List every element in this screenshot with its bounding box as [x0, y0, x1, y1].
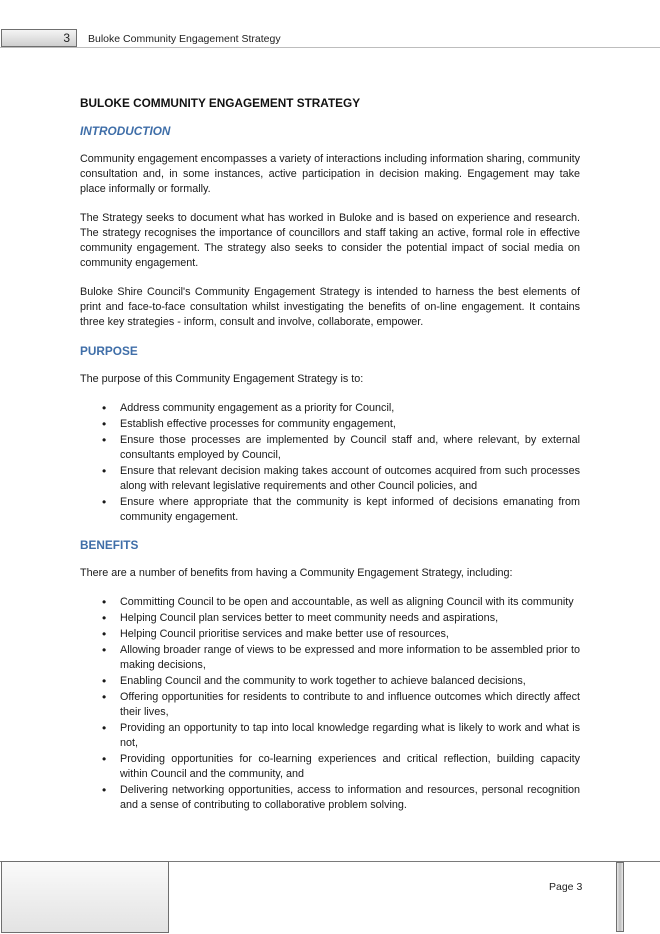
benefits-list-item: • Enabling Council and the community to work together to achieve balanced decisions,: [80, 674, 580, 689]
benefits-list: [80, 595, 580, 813]
benefits-list-item: • Allowing broader range of views to be expressed and more information to be assembled prior to making decisions,: [80, 643, 580, 673]
purpose-list-item: • Ensure where appropriate that the community is kept informed of decisions emanating from community engagement.: [80, 495, 580, 525]
benefits-list-item: • Providing opportunities for co-learning experiences and critical reflection, building capacity within Council and the community, and: [80, 752, 580, 782]
purpose-heading: PURPOSE: [80, 344, 138, 358]
footer-decorative-box: [1, 861, 169, 933]
purpose-list-item: • Ensure that relevant decision making takes account of outcomes acquired from such processes along with relevant legislative requirements and other Council policies, and: [80, 464, 580, 494]
header-divider: [0, 47, 660, 48]
document-body: [80, 96, 580, 826]
benefits-intro: There are a number of benefits from having a Community Engagement Strategy, including:: [80, 567, 513, 579]
purpose-list-item: • Address community engagement as a priority for Council,: [80, 401, 580, 416]
footer-page-label: Page 3: [549, 881, 583, 893]
document-title: BULOKE COMMUNITY ENGAGEMENT STRATEGY: [80, 96, 361, 110]
benefits-list-item: • Providing an opportunity to tap into local knowledge regarding what is likely to work and what is not,: [80, 721, 580, 751]
benefits-list-item: • Committing Council to be open and accountable, as well as aligning Council with its community: [80, 595, 580, 610]
benefits-list-item: • Helping Council plan services better to meet community needs and aspirations,: [80, 611, 580, 626]
purpose-list-item: • Establish effective processes for community engagement,: [80, 417, 580, 432]
purpose-list: [80, 401, 580, 525]
purpose-list-item: • Ensure those processes are implemented by Council staff and, where relevant, by external consultants employed by Council,: [80, 433, 580, 463]
header-running-title: Buloke Community Engagement Strategy: [88, 33, 281, 45]
header-page-number: 3: [63, 31, 70, 45]
benefits-list-item: • Helping Council prioritise services and make better use of resources,: [80, 627, 580, 642]
introduction-heading: INTRODUCTION: [80, 124, 171, 138]
introduction-paragraph: Buloke Shire Council's Community Engagement Strategy is intended to harness the best elements of print and face-to-face consultation whilst investigating the benefits of on-line engagement. It contains three key strategies - inform, consult and involve, collaborate, empower.: [80, 286, 580, 328]
benefits-list-item: • Offering opportunities for residents to contribute to and influence outcomes which directly affect their lives,: [80, 690, 580, 720]
introduction-paragraph: Community engagement encompasses a variety of interactions including information sharing, community consultation and, in some instances, active participation in decision making. Engagement may take place informally or formally.: [80, 153, 580, 195]
introduction-paragraph: The Strategy seeks to document what has worked in Buloke and is based on experience and research. The strategy recognises the importance of councillors and staff taking an active, formal role in effective community engagement. The strategy also seeks to consider the potential impact of social media on community engagement.: [80, 212, 580, 269]
footer-decorative-bar: [616, 862, 624, 932]
purpose-intro: The purpose of this Community Engagement Strategy is to:: [80, 373, 364, 385]
benefits-list-item: • Delivering networking opportunities, access to information and resources, personal recognition and a sense of contributing to collaborative problem solving.: [80, 783, 580, 813]
benefits-heading: BENEFITS: [80, 538, 139, 552]
header-page-tab: [1, 29, 77, 47]
